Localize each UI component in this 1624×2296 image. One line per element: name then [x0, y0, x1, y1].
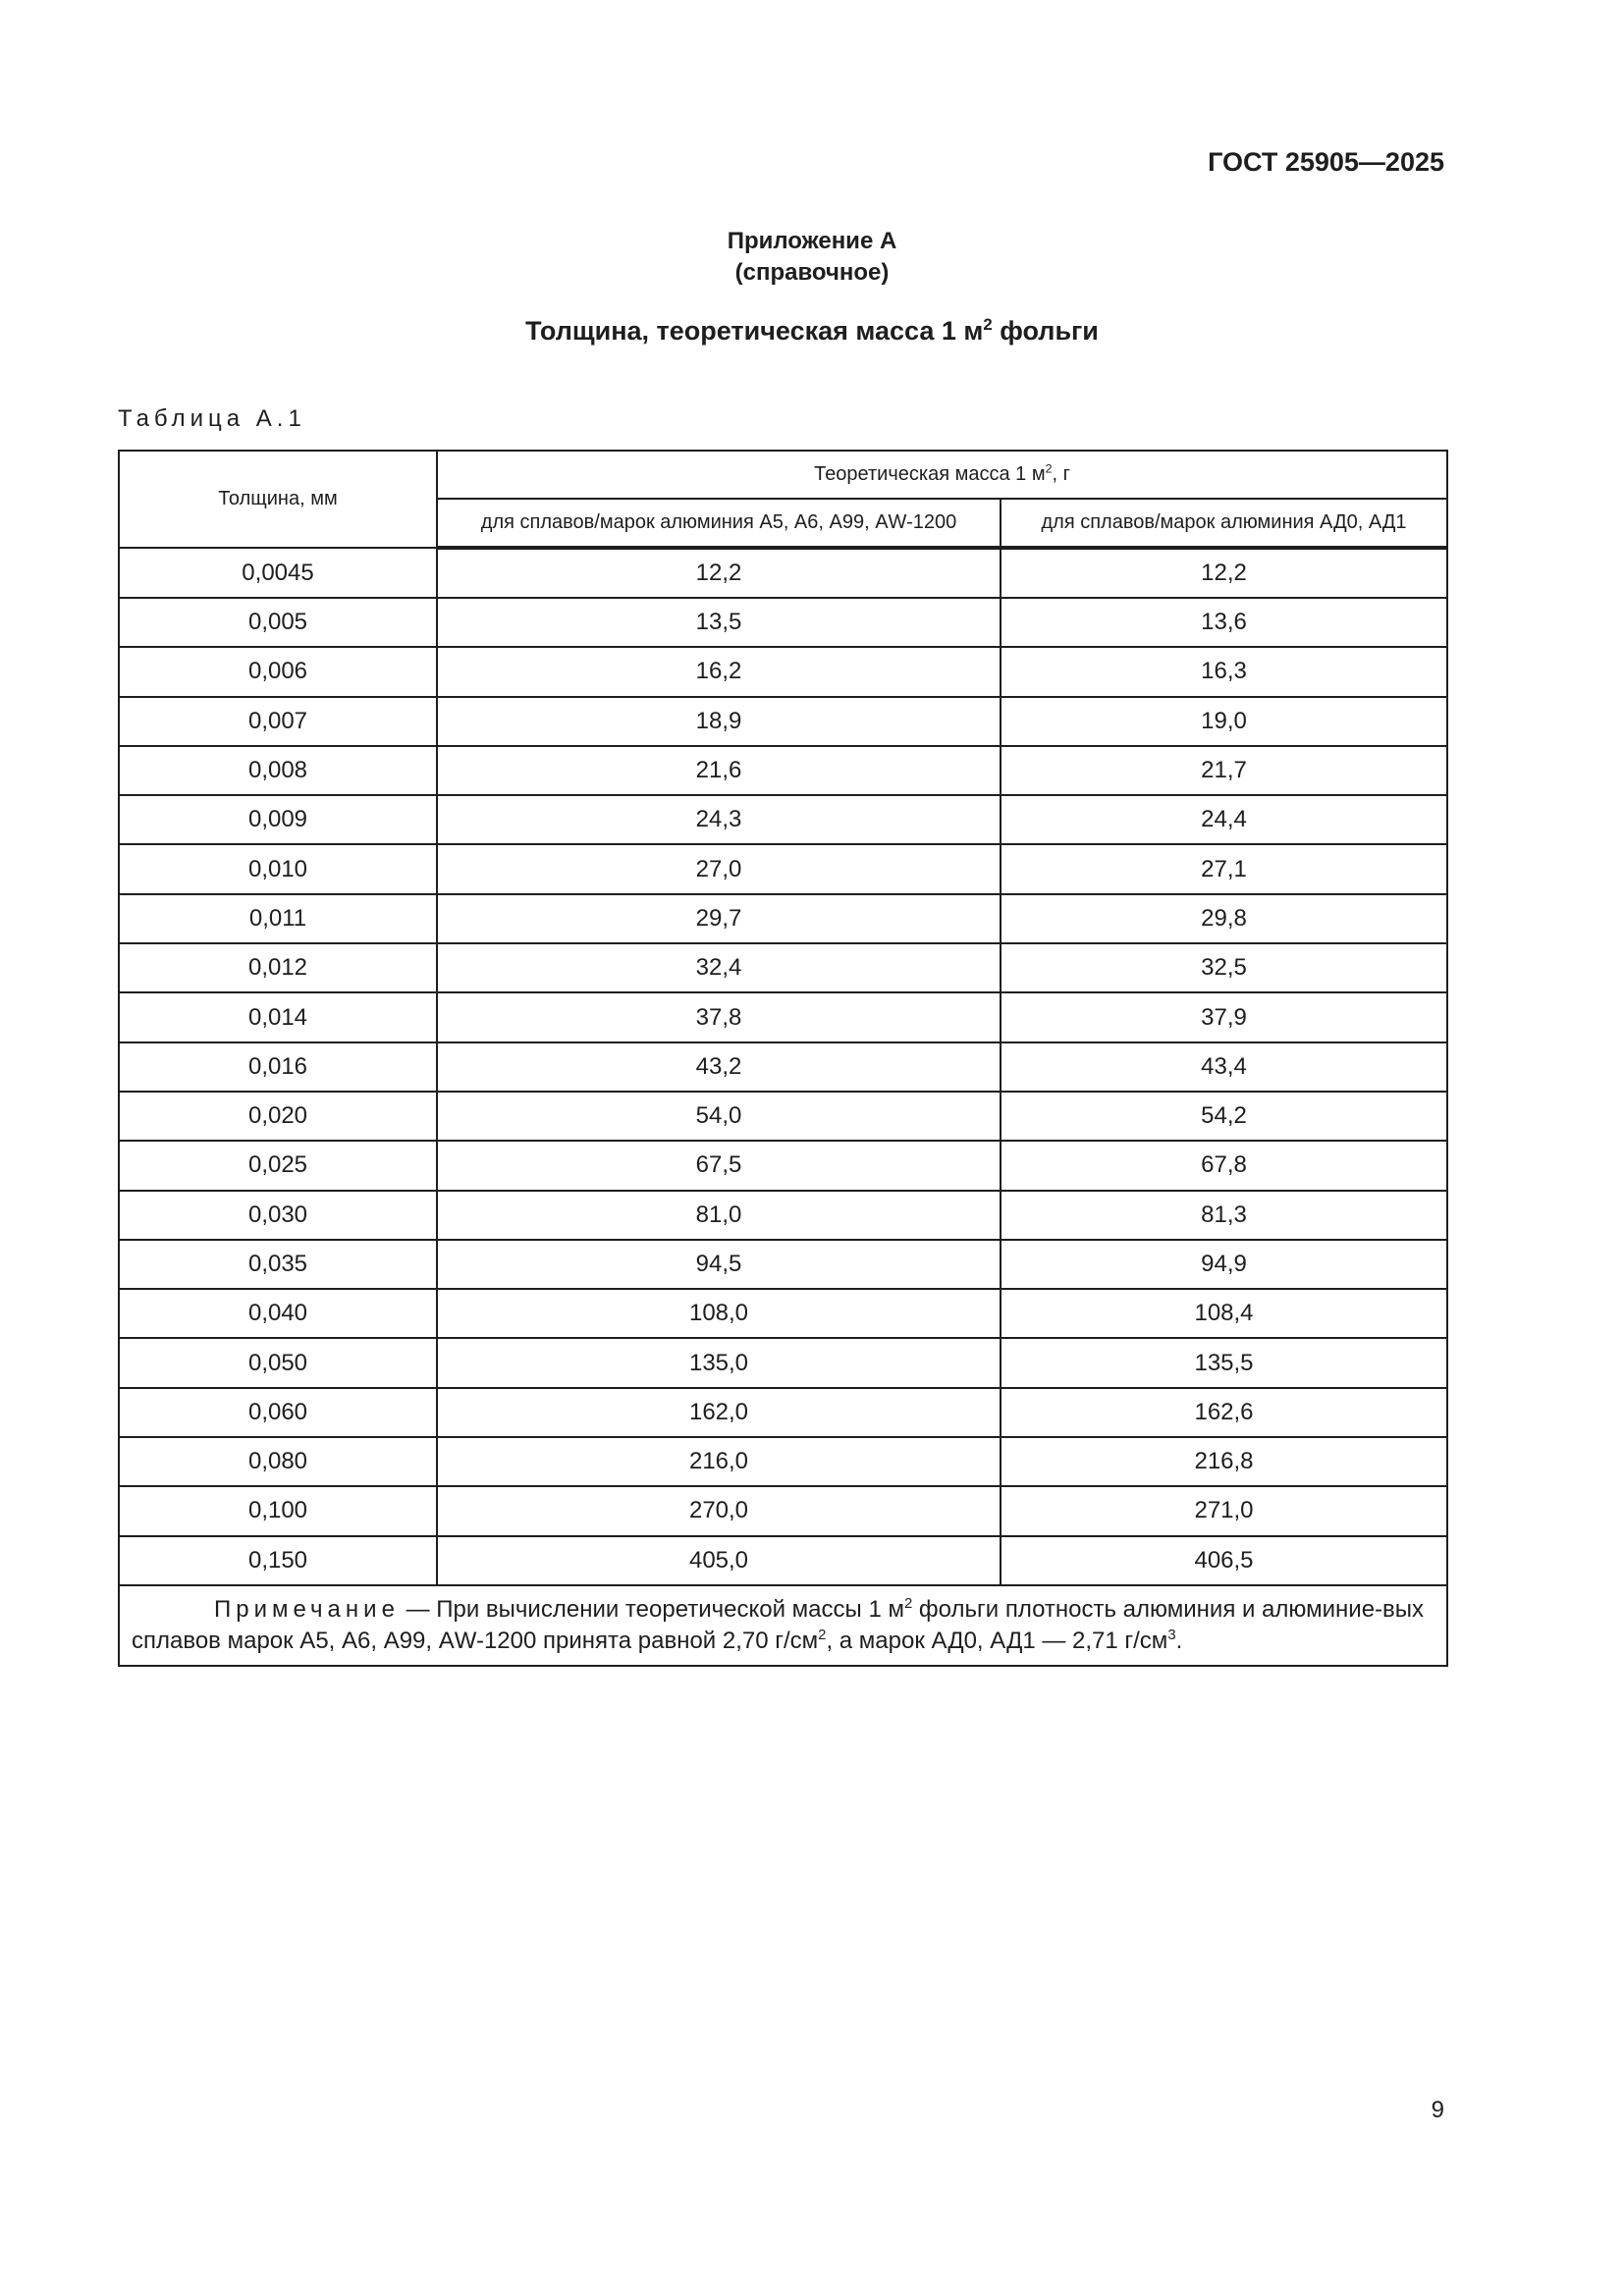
cell-mass-b: 406,5	[1001, 1536, 1447, 1585]
mass-table	[118, 450, 1448, 1667]
cell-thickness: 0,005	[119, 598, 437, 647]
note-part1: — При вычислении теоретической массы 1 м	[399, 1595, 904, 1623]
page-number: 9	[1431, 2097, 1444, 2123]
cell-mass-a: 216,0	[437, 1437, 1001, 1486]
cell-mass-a: 54,0	[437, 1092, 1001, 1141]
cell-mass-b: 29,8	[1001, 894, 1447, 943]
cell-mass-b: 16,3	[1001, 647, 1447, 696]
table-row	[119, 1338, 1447, 1387]
cell-mass-a: 27,0	[437, 844, 1001, 893]
table-row	[119, 795, 1447, 844]
cell-mass-a: 162,0	[437, 1388, 1001, 1437]
cell-mass-a: 16,2	[437, 647, 1001, 696]
cell-mass-b: 135,5	[1001, 1338, 1447, 1387]
cell-mass-a: 405,0	[437, 1536, 1001, 1585]
table-row	[119, 1437, 1447, 1486]
cell-mass-b: 21,7	[1001, 746, 1447, 795]
cell-mass-a: 135,0	[437, 1338, 1001, 1387]
cell-mass-a: 18,9	[437, 697, 1001, 746]
cell-mass-b: 54,2	[1001, 1092, 1447, 1141]
section-title	[0, 316, 1624, 347]
cell-mass-a: 24,3	[437, 795, 1001, 844]
note-part4: .	[1175, 1627, 1183, 1654]
cell-mass-b: 216,8	[1001, 1437, 1447, 1486]
cell-mass-a: 270,0	[437, 1486, 1001, 1535]
cell-thickness: 0,007	[119, 697, 437, 746]
note-part3: , а марок АД0, АД1 — 2,71 г/см	[826, 1627, 1168, 1654]
cell-mass-a: 67,5	[437, 1141, 1001, 1190]
cell-thickness: 0,014	[119, 992, 437, 1041]
note-label: Примечание	[214, 1595, 400, 1623]
header-thickness: Толщина, мм	[119, 451, 437, 548]
table-row	[119, 1092, 1447, 1141]
document-code: ГОСТ 25905—2025	[1208, 147, 1444, 177]
cell-thickness: 0,0045	[119, 548, 437, 598]
table-row	[119, 548, 1447, 598]
note-sup1: 2	[903, 1595, 913, 1612]
header-alloys-a: для сплавов/марок алюминия А5, А6, А99, АW-1200	[437, 499, 1001, 548]
cell-thickness: 0,025	[119, 1141, 437, 1190]
table-row	[119, 1240, 1447, 1289]
cell-mass-b: 27,1	[1001, 844, 1447, 893]
section-title-suffix: фольги	[992, 316, 1099, 346]
table-row	[119, 1042, 1447, 1092]
cell-thickness: 0,012	[119, 943, 437, 992]
cell-mass-a: 29,7	[437, 894, 1001, 943]
appendix-title: Приложение А	[727, 228, 897, 254]
header-mass-sup: 2	[1045, 461, 1053, 476]
table-row	[119, 844, 1447, 893]
cell-thickness: 0,006	[119, 647, 437, 696]
cell-mass-b: 271,0	[1001, 1486, 1447, 1535]
note-sup3: 3	[1167, 1627, 1176, 1643]
table-row	[119, 746, 1447, 795]
cell-thickness: 0,080	[119, 1437, 437, 1486]
table-row	[119, 992, 1447, 1041]
note-sup2: 2	[818, 1627, 827, 1643]
cell-thickness: 0,050	[119, 1338, 437, 1387]
table-row	[119, 1289, 1447, 1338]
cell-thickness: 0,030	[119, 1191, 437, 1240]
table-note	[119, 1585, 1447, 1666]
cell-mass-a: 12,2	[437, 548, 1001, 598]
table-row	[119, 1388, 1447, 1437]
cell-mass-b: 43,4	[1001, 1042, 1447, 1092]
table-row	[119, 647, 1447, 696]
cell-mass-b: 162,6	[1001, 1388, 1447, 1437]
cell-thickness: 0,009	[119, 795, 437, 844]
table-row	[119, 598, 1447, 647]
table-row	[119, 894, 1447, 943]
note-part2: фольги плотность алюминия и алюминие-вых сплавов марок А5, А6, А99, АW-1200 принята равной 2,70 г/см	[132, 1595, 1425, 1654]
cell-mass-b: 67,8	[1001, 1141, 1447, 1190]
cell-mass-a: 94,5	[437, 1240, 1001, 1289]
cell-mass-a: 21,6	[437, 746, 1001, 795]
table-row	[119, 1191, 1447, 1240]
cell-mass-a: 81,0	[437, 1191, 1001, 1240]
table-row	[119, 1486, 1447, 1535]
table-row	[119, 1536, 1447, 1585]
cell-mass-b: 108,4	[1001, 1289, 1447, 1338]
appendix-heading	[0, 226, 1624, 289]
appendix-subtitle: (справочное)	[734, 259, 890, 286]
cell-mass-b: 24,4	[1001, 795, 1447, 844]
header-mass-suffix: , г	[1052, 463, 1070, 485]
section-title-text: Толщина, теоретическая масса 1 м	[525, 316, 984, 346]
header-mass	[437, 451, 1447, 499]
cell-mass-a: 108,0	[437, 1289, 1001, 1338]
cell-thickness: 0,035	[119, 1240, 437, 1289]
table-row	[119, 697, 1447, 746]
cell-thickness: 0,040	[119, 1289, 437, 1338]
cell-mass-a: 37,8	[437, 992, 1001, 1041]
cell-thickness: 0,150	[119, 1536, 437, 1585]
cell-thickness: 0,020	[119, 1092, 437, 1141]
cell-thickness: 0,010	[119, 844, 437, 893]
cell-thickness: 0,008	[119, 746, 437, 795]
section-title-sup: 2	[983, 315, 993, 334]
cell-mass-b: 94,9	[1001, 1240, 1447, 1289]
cell-thickness: 0,016	[119, 1042, 437, 1092]
header-alloys-b: для сплавов/марок алюминия АД0, АД1	[1001, 499, 1447, 548]
cell-mass-a: 43,2	[437, 1042, 1001, 1092]
cell-thickness: 0,060	[119, 1388, 437, 1437]
cell-mass-a: 13,5	[437, 598, 1001, 647]
table-row	[119, 1141, 1447, 1190]
table-row	[119, 943, 1447, 992]
cell-mass-b: 12,2	[1001, 548, 1447, 598]
cell-mass-a: 32,4	[437, 943, 1001, 992]
cell-mass-b: 13,6	[1001, 598, 1447, 647]
cell-mass-b: 19,0	[1001, 697, 1447, 746]
cell-thickness: 0,100	[119, 1486, 437, 1535]
table-label: Таблица А.1	[118, 405, 306, 432]
cell-mass-b: 32,5	[1001, 943, 1447, 992]
cell-mass-b: 81,3	[1001, 1191, 1447, 1240]
header-mass-text: Теоретическая масса 1 м	[814, 463, 1046, 485]
cell-thickness: 0,011	[119, 894, 437, 943]
cell-mass-b: 37,9	[1001, 992, 1447, 1041]
